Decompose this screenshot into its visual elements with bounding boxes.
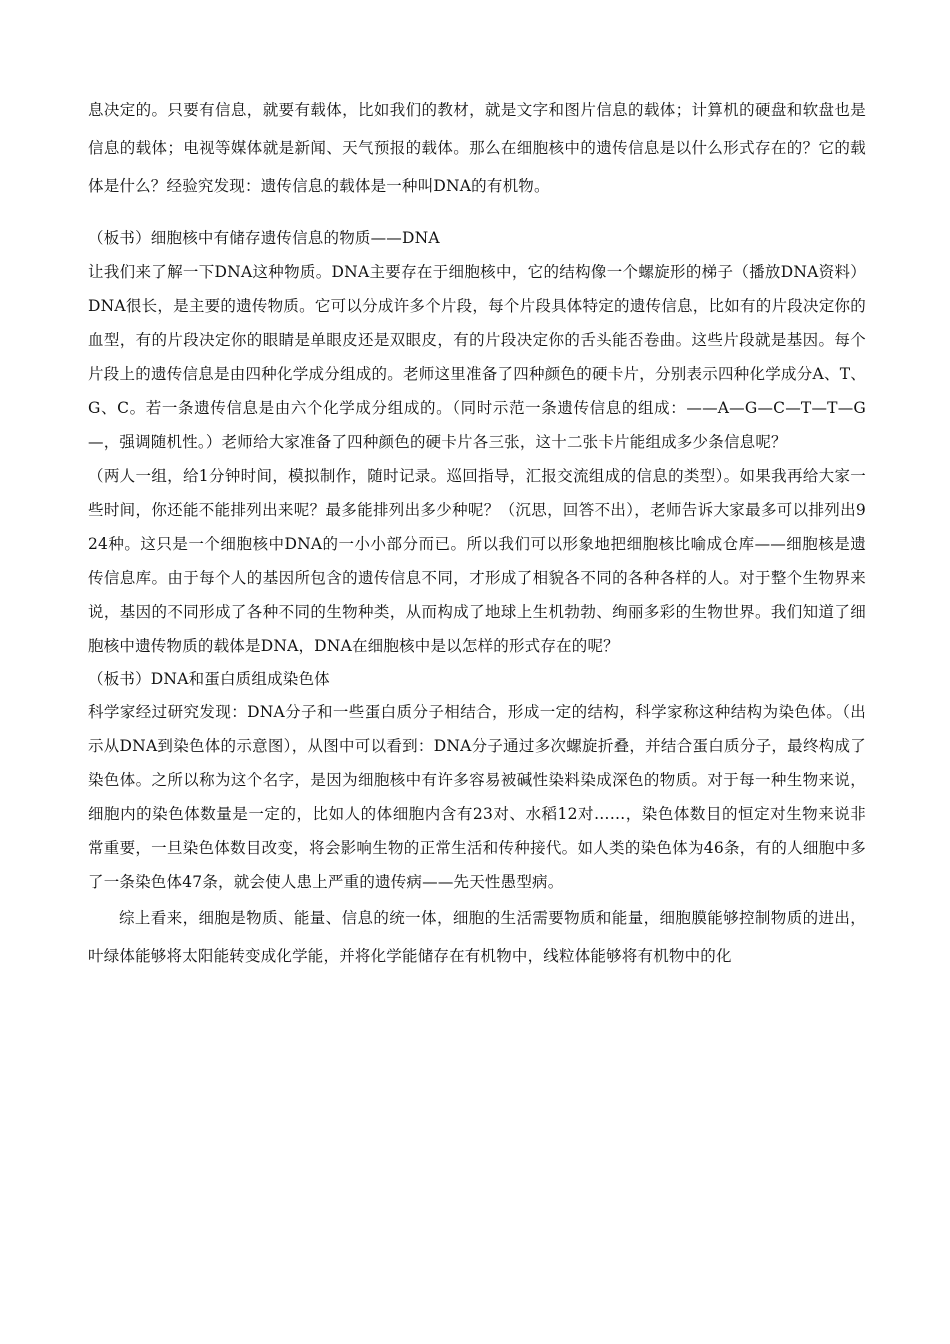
paragraph-2: 让我们来了解一下DNA这种物质。DNA主要存在于细胞核中，它的结构像一个螺旋形的梯子（播放DNA资料）DNA很长，是主要的遗传物质。它可以分成许多个片段，每个片段具体特定的遗传信息，比如有的片段决定你的血型，有的片段决定你的眼睛是单眼皮还是双眼皮，有的片段决定你的舌头能否卷曲。这些片段就是基因。每个片段上的遗传信息是由四种化学成分组成的。老师这里准备了四种颜色的硬卡片，分别表示四种化学成分A、T、G、C。若一条遗传信息是由六个化学成分组成的。（同时示范一条遗传信息的组成：——A—G—C—T—T—G—，强调随机性。）老师给大家准备了四种颜色的硬卡片各三张，这十二张卡片能组成多少条信息呢？	[88, 263, 866, 451]
board-heading-2: （板书）DNA和蛋白质组成染色体	[88, 670, 330, 688]
paragraph-3: （两人一组，给1分钟时间，模拟制作，随时记录。巡回指导，汇报交流组成的信息的类型）。如果我再给大家一些时间，你还能不能排列出来呢？最多能排列出多少种呢？（沉思，回答不出），老师告诉大家最多可以排列出924种。这只是一个细胞核中DNA的一小小部分而已。所以我们可以形象地把细胞核比喻成仓库——细胞核是遗传信息库。由于每个人的基因所包含的遗传信息不同，才形成了相貌各不同的各种各样的人。对于整个生物界来说，基因的不同形成了各种不同的生物种类，从而构成了地球上生机勃勃、绚丽多彩的生物世界。我们知道了细胞核中遗传物质的载体是DNA，DNA在细胞核中是以怎样的形式存在的呢？	[88, 467, 866, 655]
paragraph-5: 综上看来，细胞是物质、能量、信息的统一体，细胞的生活需要物质和能量，细胞膜能够控制物质的进出，叶绿体能够将太阳能转变成化学能，并将化学能储存在有机物中，线粒体能够将有机物中的化	[88, 909, 866, 965]
paragraph-1: 息决定的。只要有信息，就要有载体，比如我们的教材，就是文字和图片信息的载体；计算机的硬盘和软盘也是信息的载体；电视等媒体就是新闻、天气预报的载体。那么在细胞核中的遗传信息是以什么形式存在的？它的载体是什么？经验究发现：遗传信息的载体是一种叫DNA的有机物。	[88, 101, 866, 195]
paragraph-4: 科学家经过研究发现：DNA分子和一些蛋白质分子相结合，形成一定的结构，科学家称这种结构为染色体。（出示从DNA到染色体的示意图），从图中可以看到：DNA分子通过多次螺旋折叠，并结合蛋白质分子，最终构成了染色体。之所以称为这个名字，是因为细胞核中有许多容易被碱性染料染成深色的物质。对于每一种生物来说，细胞内的染色体数量是一定的，比如人的体细胞内含有23对、水稻12对……，染色体数目的恒定对生物来说非常重要，一旦染色体数目改变，将会影响生物的正常生活和传种接代。如人类的染色体为46条，有的人细胞中多了一条染色体47条，就会使人患上严重的遗传病——先天性愚型病。	[88, 703, 866, 891]
board-heading-1: （板书）细胞核中有储存遗传信息的物质——DNA	[88, 229, 440, 247]
